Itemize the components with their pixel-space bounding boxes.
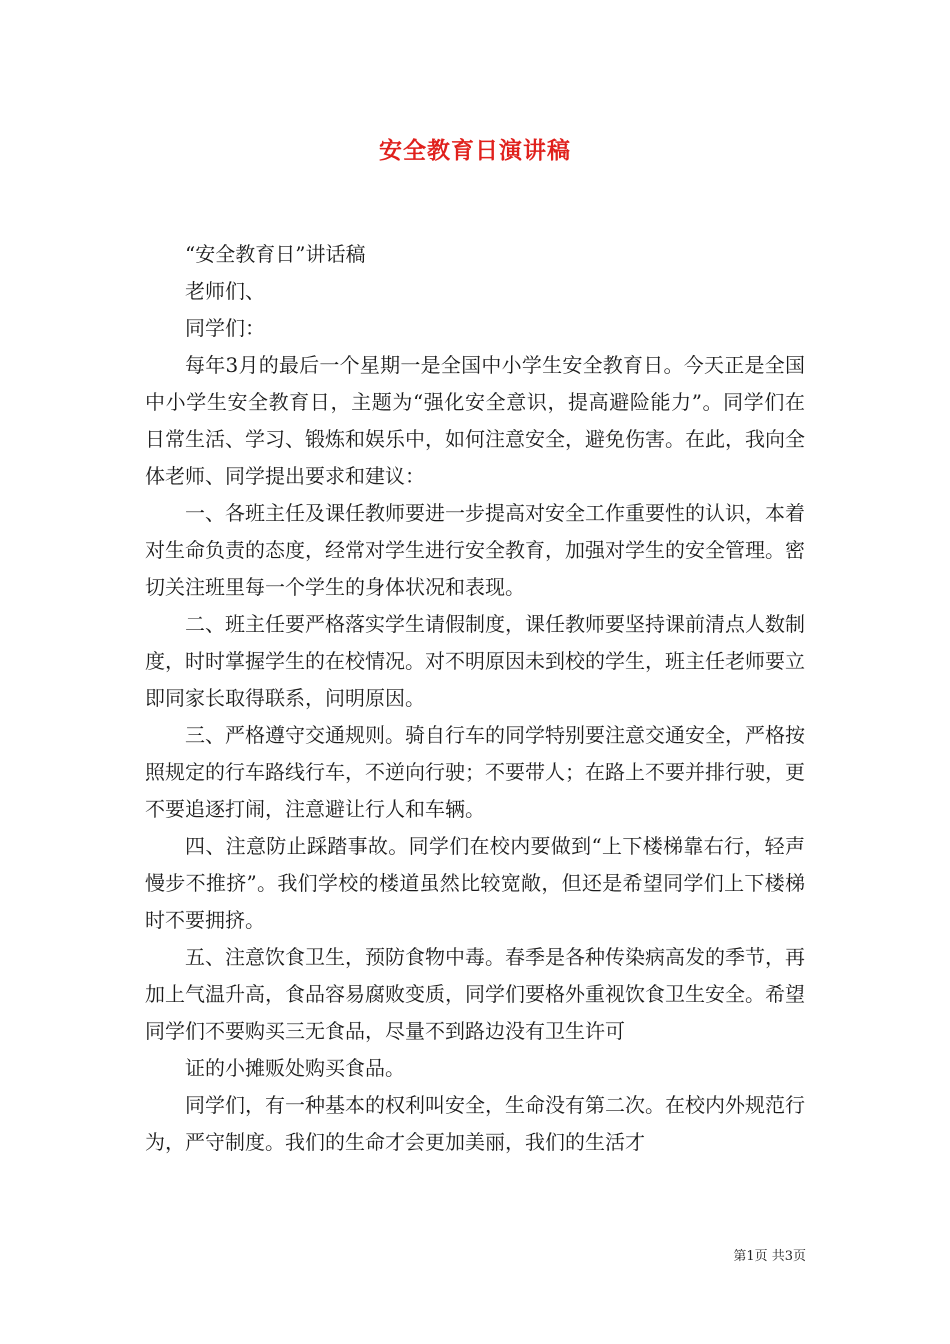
document-title: 安全教育日演讲稿 [379,137,571,164]
paragraph-closing: 同学们，有一种基本的权利叫安全，生命没有第二次。在校内外规范行为，严守制度。我们的生命才会更加美丽，我们的生活才 [145,1093,805,1154]
speech-heading: “安全教育日”讲话稿 [185,242,366,266]
document-body [145,236,805,1161]
paragraph-point-2: 二、班主任要严格落实学生请假制度，课任教师要坚持课前清点人数制度，时时掌握学生的在校情况。对不明原因未到校的学生，班主任老师要立即同家长取得联系，问明原因。 [145,612,805,710]
paragraph-point-5-continued: 证的小摊贩处购买食品。 [185,1056,405,1080]
salutation-students: 同学们： [185,316,265,340]
salutation-teachers: 老师们、 [185,279,265,303]
page-indicator: 第1页 共3页 [733,1249,806,1264]
paragraph-intro: 每年3月的最后一个星期一是全国中小学生安全教育日。今天正是全国中小学生安全教育日，主题为“强化安全意识，提高避险能力”。同学们在日常生活、学习、锻炼和娱乐中，如何注意安全，避免伤害。在此，我向全体老师、同学提出要求和建议： [145,353,805,488]
paragraph-point-4: 四、注意防止踩踏事故。同学们在校内要做到“上下楼梯靠右行，轻声慢步不推挤”。我们学校的楼道虽然比较宽敞，但还是希望同学们上下楼梯时不要拥挤。 [145,834,805,932]
paragraph-point-3: 三、严格遵守交通规则。骑自行车的同学特别要注意交通安全，严格按照规定的行车路线行车，不逆向行驶；不要带人；在路上不要并排行驶，更不要追逐打闹，注意避让行人和车辆。 [145,723,805,821]
paragraph-point-1: 一、各班主任及课任教师要进一步提高对安全工作重要性的认识，本着对生命负责的态度，经常对学生进行安全教育，加强对学生的安全管理。密切关注班里每一个学生的身体状况和表现。 [145,501,805,599]
paragraph-point-5: 五、注意饮食卫生，预防食物中毒。春季是各种传染病高发的季节，再加上气温升高，食品容易腐败变质，同学们要格外重视饮食卫生安全。希望同学们不要购买三无食品，尽量不到路边没有卫生许可 [145,945,805,1043]
